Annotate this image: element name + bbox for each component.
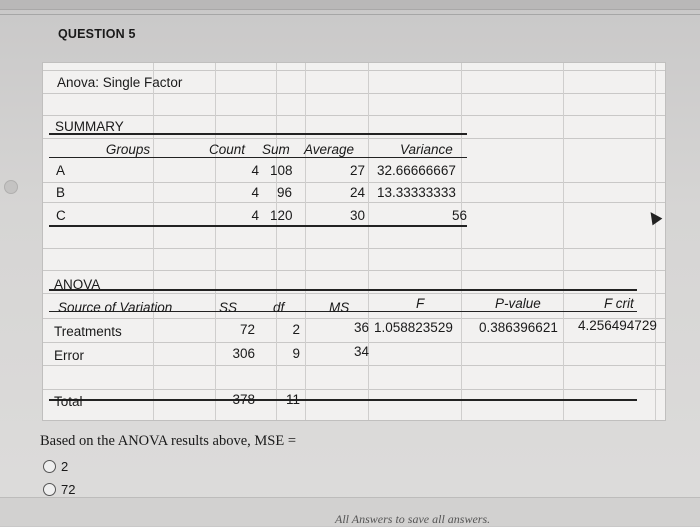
summary-row-b-count: 4 xyxy=(251,185,259,200)
radio-circle-icon[interactable] xyxy=(43,460,56,473)
summary-row-b-average: 24 xyxy=(349,185,365,200)
divider xyxy=(0,14,700,15)
anova-row-treatments-source: Treatments xyxy=(54,324,122,339)
anova-row-treatments-f: 1.058823529 xyxy=(374,320,453,335)
anova-row-treatments-df: 2 xyxy=(292,322,300,337)
option-72[interactable] xyxy=(43,482,75,497)
summary-header-count: Count xyxy=(209,142,246,157)
question-prompt: Based on the ANOVA results above, MSE = xyxy=(40,433,297,449)
summary-label: SUMMARY xyxy=(55,119,124,134)
anova-row-error-df: 9 xyxy=(292,346,300,361)
summary-header-variance: Variance xyxy=(400,142,453,157)
anova-row-error-ms: 34 xyxy=(353,344,369,359)
summary-row-c-variance: 56 xyxy=(451,208,467,223)
anova-header-pvalue: P-value xyxy=(495,296,541,311)
anova-header-ss: SS xyxy=(219,300,238,315)
anova-total-df: 11 xyxy=(285,392,300,407)
anova-header-fcrit: F crit xyxy=(604,296,634,311)
summary-row-c-count: 4 xyxy=(251,208,259,223)
summary-header-groups: Groups xyxy=(105,142,151,157)
anova-header-source: Source of Variation xyxy=(58,300,173,315)
summary-row-a-sum: 108 xyxy=(270,163,293,178)
browser-top-edge xyxy=(0,0,700,10)
summary-row-a-count: 4 xyxy=(251,163,259,178)
summary-row-b-sum: 96 xyxy=(277,185,293,200)
anova-label: ANOVA xyxy=(54,277,101,292)
summary-row-b-variance: 13.33333333 xyxy=(377,185,456,200)
anova-row-treatments-pvalue: 0.386396621 xyxy=(479,320,558,335)
summary-row-c-average: 30 xyxy=(349,208,365,223)
summary-header-sum: Sum xyxy=(262,142,290,157)
sheet-title: Anova: Single Factor xyxy=(57,75,183,90)
anova-row-treatments-ss: 72 xyxy=(239,322,255,337)
anova-header-df: df xyxy=(273,300,285,315)
anova-row-treatments-ms: 36 xyxy=(353,320,369,335)
summary-row-b-group: B xyxy=(56,185,66,200)
anova-header-ms: MS xyxy=(329,300,350,315)
anova-header-f: F xyxy=(416,296,425,311)
save-all-answers-text[interactable]: All Answers to save all answers. xyxy=(335,512,491,526)
anova-total-ss: 378 xyxy=(232,392,255,407)
radio-circle-icon[interactable] xyxy=(43,483,56,496)
anova-total-label: Total xyxy=(54,394,83,409)
option-2[interactable] xyxy=(43,459,68,474)
summary-row-c-group: C xyxy=(56,208,66,223)
anova-row-error-ss: 306 xyxy=(232,346,255,361)
summary-row-a-group: A xyxy=(56,163,66,178)
anova-row-treatments-fcrit: 4.256494729 xyxy=(578,318,657,333)
summary-header-average: Average xyxy=(304,142,355,157)
option-label: 72 xyxy=(61,482,76,497)
summary-row-a-variance: 32.66666667 xyxy=(377,163,456,178)
anova-row-error-source: Error xyxy=(54,348,84,363)
spreadsheet-image xyxy=(42,62,666,421)
summary-row-a-average: 27 xyxy=(349,163,365,178)
summary-row-c-sum: 120 xyxy=(270,208,293,223)
page-edge-dot xyxy=(4,180,18,194)
option-label: 2 xyxy=(61,459,69,474)
question-title: QUESTION 5 xyxy=(58,27,136,41)
